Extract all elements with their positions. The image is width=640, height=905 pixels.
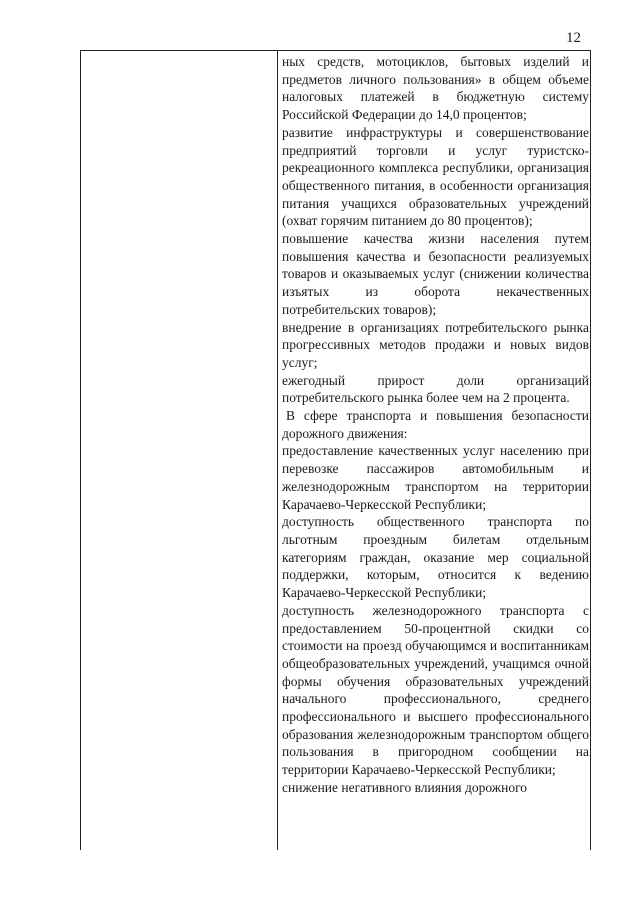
paragraph-negative-impact: снижение негативного влияния дорожного <box>282 779 528 795</box>
page-number: 12 <box>566 30 581 46</box>
table-right-cell <box>278 53 589 797</box>
document-table <box>80 50 591 850</box>
paragraph-quality-of-life: повышение качества жизни населения путем повышения качества и безопасности реализуемых товаров и оказываемых услуг (снижении количества изъятых из оборота некачественных потребительских товаров); <box>282 231 589 317</box>
paragraph-sales-methods: внедрение в организациях потребительского рынка прогрессивных методов продажи и новых видов услуг; <box>282 319 589 370</box>
paragraph-annual-growth: ежегодный прирост доли организаций потребительского рынка более чем на 2 процента. <box>282 372 589 406</box>
paragraph-railway-discount: доступность железнодорожного транспорта с предоставлением 50-процентной скидки со стоимости на проезд обучающимся и воспитанникам общеобразовательных учреждений, учащимся очной формы обучения образовательных учреждений начального профессионального, среднего профессионального и высшего профессионального образования железнодорожным транспортом общего пользования в пригородном сообщении на территории Карачаево-Черкесской Республики; <box>282 602 589 778</box>
paragraph-public-transport: доступность общественного транспорта по льготным проездным билетам отдельным категориям граждан, оказание мер социальной поддержки, которым, относится к ведению Карачаево-Черкесской Республики; <box>282 514 589 601</box>
paragraph-tax-share: ных средств, мотоциклов, бытовых изделий и предметов личного пользования» в общем объеме налоговых платежей в бюджетную систему Российской Федерации до 14,0 процентов; <box>282 54 589 123</box>
paragraph-infrastructure: развитие инфраструктуры и совершенствование предприятий торговли и услуг туристско-рекреационного комплекса республики, организация общественного питания, в особенности организация питания учащихся образовательных учреждений (охват горячим питанием до 80 процентов); <box>282 124 589 229</box>
paragraph-quality-transport: предоставление качественных услуг населению при перевозке пассажиров автомобильным и железнодорожным транспортом на территории Карачаево-Черкесской Республики; <box>282 443 589 512</box>
paragraph-transport-heading: В сфере транспорта и повышения безопасности дорожного движения: <box>282 408 589 441</box>
table-left-cell <box>81 51 277 850</box>
